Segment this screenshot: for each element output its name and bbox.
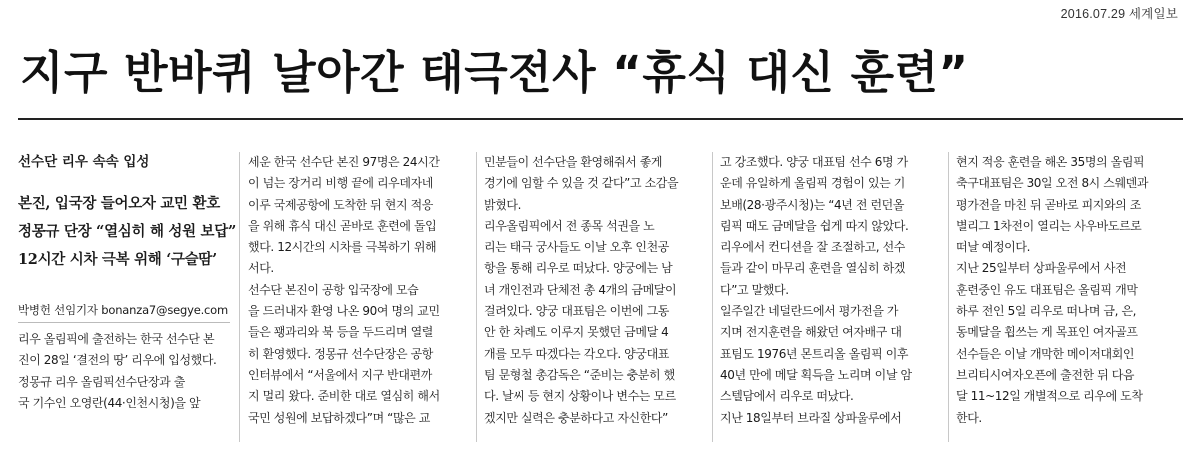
text-line: 개를 모두 따겠다는 각오다. 양궁대표 [484, 346, 669, 361]
text-line: 표팀도 1976년 몬트리올 올림픽 이후 [720, 346, 909, 361]
column-rule [948, 152, 949, 442]
text-line: 정몽규 리우 올림픽선수단장과 출 [18, 374, 185, 389]
article-column-5 [956, 152, 1182, 429]
text-line: 밝혔다. [484, 197, 521, 212]
text-line: 을 드러내자 환영 나온 90여 명의 교민 [248, 304, 440, 319]
text-line: 리우올림픽에서 전 종목 석권을 노 [484, 218, 655, 233]
text-line: 이루 국제공항에 도착한 뒤 현지 적응 [248, 197, 433, 212]
text-line: 리는 태극 궁사들도 이날 오후 인천공 [484, 240, 669, 255]
text-line: 달 11~12일 개별적으로 리우에 도착 [956, 389, 1143, 404]
text-line: 동메달을 휩쓰는 게 목표인 여자골프 [956, 325, 1138, 340]
text-line: 현지 적응 훈련을 해온 35명의 올림픽 [956, 155, 1145, 169]
headline: 지구 반바퀴 날아간 태극전사 “휴식 대신 훈련” [20, 46, 969, 99]
text-line: 하루 전인 5일 리우로 떠나며 금, 은, [956, 304, 1137, 319]
text-line: 다”고 말했다. [720, 282, 789, 297]
text-line: 한다. [956, 410, 982, 425]
text-line: 들과 같이 마무리 훈련을 열심히 하겠 [720, 261, 905, 276]
text-line: 선수단 본진이 공항 입국장에 모습 [248, 282, 419, 297]
text-line: 보배(28·광주시청)는 “4년 전 런던올 [720, 197, 905, 212]
text-line: 지난 18일부터 브라질 상파울루에서 [720, 410, 902, 425]
byline: 박병헌 선임기자 bonanza7@segye.com [18, 303, 228, 317]
sidebar [18, 152, 237, 414]
text-line: 녀 개인전과 단체전 총 4개의 금메달이 [484, 282, 677, 297]
text-line: 했다. 12시간의 시차를 극복하기 위해 [248, 240, 437, 255]
text-line: 운데 유일하게 올림픽 경험이 있는 기 [720, 176, 905, 191]
article-column-3 [484, 152, 706, 429]
text-line: 팀 문형철 총감독은 “준비는 충분히 했 [484, 367, 675, 382]
text-line: 림픽 때도 금메달을 쉽게 따지 않았다. [720, 218, 909, 233]
text-line: 진이 28일 ‘결전의 땅’ 리우에 입성했다. [18, 353, 217, 368]
text-line: 지며 전지훈련을 해왔던 여자배구 대 [720, 325, 902, 340]
subhead: 정몽규 단장 “열심히 해 성원 보답” [18, 223, 237, 240]
text-line: 리우 올림픽에 출전하는 한국 선수단 본 [18, 332, 215, 346]
text-line: 평가전을 마친 뒤 곧바로 피지와의 조 [956, 197, 1141, 212]
text-line: 들은 꽹과리와 북 등을 두드리며 열렬 [248, 325, 433, 340]
text-line: 을 위해 휴식 대신 곧바로 훈련에 돌입 [248, 218, 437, 233]
column-rule [239, 152, 240, 442]
text-line: 경기에 임할 수 있을 것 같다”고 소감을 [484, 176, 679, 191]
text-line: 다. 날씨 등 현지 상황이나 변수는 모르 [484, 389, 676, 404]
text-line: 겠지만 실력은 충분하다고 자신한다” [484, 410, 668, 425]
article-column-1 [18, 329, 232, 414]
text-line: 서다. [248, 261, 274, 276]
byline-rule [18, 322, 230, 323]
text-line: 떠날 예정이다. [956, 240, 1030, 255]
text-line: 항을 통해 리우로 떠났다. 양궁에는 남 [484, 261, 673, 276]
headline-rule [18, 118, 1183, 120]
text-line: 일주일간 네덜란드에서 평가전을 가 [720, 304, 899, 319]
text-line: 인터뷰에서 “서울에서 지구 반대편까 [248, 367, 432, 382]
text-line: 이 넘는 장거리 비행 끝에 리우데자네 [248, 176, 433, 191]
text-line: 고 강조했다. 양궁 대표팀 선수 6명 가 [720, 155, 908, 169]
text-line: 스텔담에서 리우로 떠났다. [720, 389, 854, 404]
text-line: 안 한 차례도 이루지 못했던 금메달 4 [484, 325, 669, 340]
text-line: 걸려있다. 양궁 대표팀은 이번에 그동 [484, 304, 669, 319]
column-rule [712, 152, 713, 442]
text-line: 선수들은 이날 개막한 메이저대회인 [956, 346, 1135, 361]
text-line: 국 기수인 오영란(44·인천시청)을 앞 [18, 395, 201, 410]
text-line: 리우에서 컨디션을 잘 조절하고, 선수 [720, 240, 905, 255]
text-line: 히 환영했다. 정몽규 선수단장은 공항 [248, 346, 433, 361]
text-line: 별리그 1차전이 열리는 사우바도르로 [956, 218, 1142, 233]
dateline: 2016.07.29 세계일보 [1060, 7, 1178, 21]
text-line: 훈련중인 유도 대표팀은 올림픽 개막 [956, 282, 1138, 297]
text-line: 지난 25일부터 상파울루에서 사전 [956, 261, 1127, 276]
article-column-4 [720, 152, 942, 429]
text-line: 민분들이 선수단을 환영해줘서 좋게 [484, 155, 663, 169]
text-line: 40년 만에 메달 획득을 노리며 이날 암 [720, 367, 912, 382]
subhead: 12시간 시차 극복 위해 ‘구슬땀’ [18, 251, 217, 268]
text-line: 축구대표팀은 30일 오전 8시 스웨덴과 [956, 176, 1149, 191]
article-column-2 [248, 152, 470, 429]
text-line: 지 멀리 왔다. 준비한 대로 열심히 해서 [248, 389, 440, 404]
text-line: 국민 성원에 보답하겠다”며 “많은 교 [248, 410, 430, 425]
kicker: 선수단 리우 속속 입성 [18, 154, 150, 170]
column-rule [476, 152, 477, 442]
text-line: 세운 한국 선수단 본진 97명은 24시간 [248, 155, 440, 169]
text-line: 브리티시여자오픈에 출전한 뒤 다음 [956, 367, 1135, 382]
subhead: 본진, 입국장 들어오자 교민 환호 [18, 195, 220, 212]
